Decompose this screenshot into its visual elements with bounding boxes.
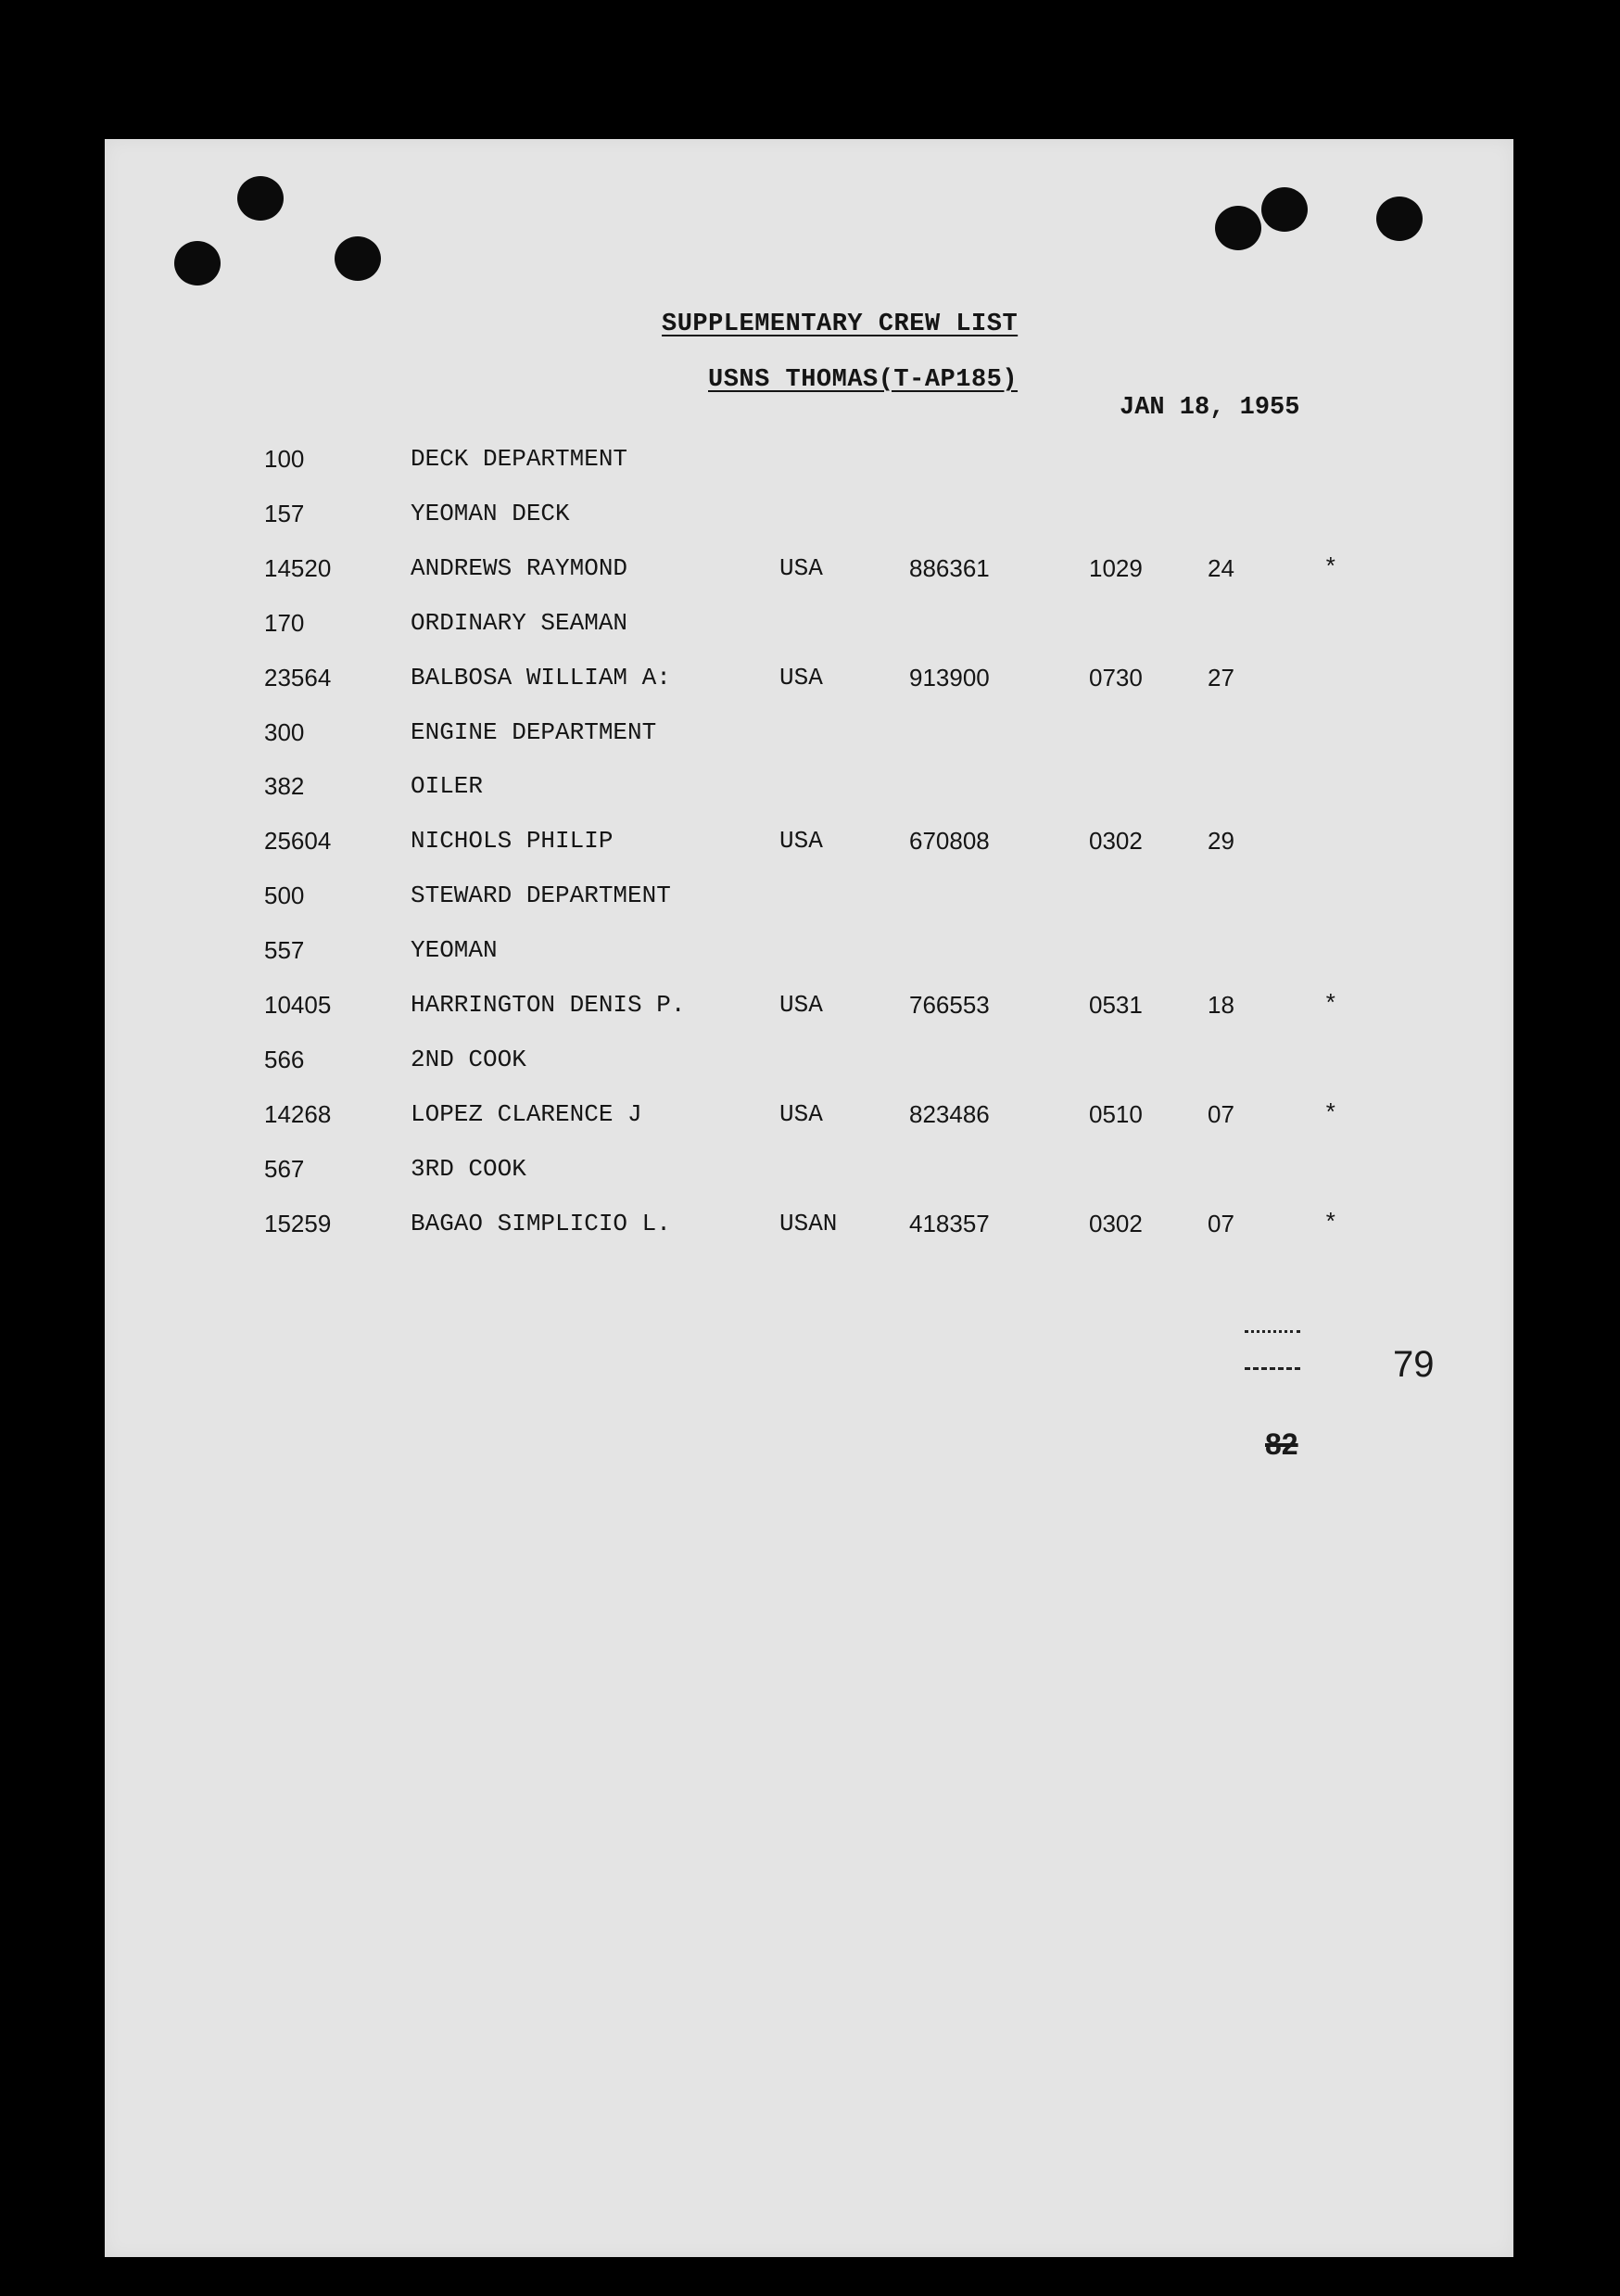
crew-code: 567	[264, 1154, 305, 1183]
crew-time: 0302	[1089, 1209, 1143, 1237]
crew-name: BAGAO SIMPLICIO L.	[411, 1209, 671, 1237]
crew-time: 0531	[1089, 991, 1143, 1019]
crew-nationality: USA	[779, 827, 823, 856]
crew-age: 07	[1208, 1099, 1234, 1128]
crew-age: 18	[1208, 991, 1234, 1019]
punch-hole	[1215, 206, 1261, 250]
crew-nationality: USAN	[779, 1209, 838, 1237]
crew-name: HARRINGTON DENIS P.	[411, 991, 686, 1019]
crew-code: 15259	[264, 1209, 332, 1237]
crew-number: 913900	[909, 663, 990, 691]
crew-number: 670808	[909, 827, 990, 856]
page-number: 79	[1393, 1344, 1435, 1385]
crew-age: 29	[1208, 827, 1234, 856]
crew-code: 566	[264, 1045, 305, 1073]
crew-nationality: USA	[779, 991, 823, 1019]
handwritten-scribble	[1245, 1330, 1300, 1373]
crew-name: BALBOSA WILLIAM A:	[411, 663, 671, 691]
crew-mark: *	[1323, 1099, 1338, 1128]
crew-code: 170	[264, 608, 305, 637]
crew-name: ORDINARY SEAMAN	[411, 608, 628, 637]
crew-time: 1029	[1089, 553, 1143, 582]
crew-code: 14520	[264, 553, 332, 582]
crew-time: 0302	[1089, 827, 1143, 856]
crew-mark: *	[1323, 553, 1338, 582]
crew-name: 3RD COOK	[411, 1154, 526, 1183]
crew-code: 14268	[264, 1099, 332, 1128]
crew-age: 07	[1208, 1209, 1234, 1237]
crew-time: 0730	[1089, 663, 1143, 691]
crew-time: 0510	[1089, 1099, 1143, 1128]
crew-number: 418357	[909, 1209, 990, 1237]
crew-code: 25604	[264, 827, 332, 856]
document-date: JAN 18, 1955	[1120, 394, 1300, 422]
crew-code: 100	[264, 445, 305, 473]
document-page	[105, 139, 1513, 2257]
crew-mark: *	[1323, 1209, 1338, 1237]
document-title: SUPPLEMENTARY CREW LIST	[662, 311, 1019, 338]
crew-name: YEOMAN	[411, 936, 498, 965]
punch-hole	[1261, 187, 1308, 232]
crew-name: OILER	[411, 772, 484, 801]
punch-hole	[237, 176, 284, 221]
crew-code: 10405	[264, 991, 332, 1019]
crew-nationality: USA	[779, 663, 823, 691]
crew-code: 157	[264, 499, 305, 527]
crew-code: 300	[264, 717, 305, 746]
punch-hole	[335, 236, 381, 281]
crew-name: NICHOLS PHILIP	[411, 827, 614, 856]
crew-number: 886361	[909, 553, 990, 582]
crew-age: 27	[1208, 663, 1234, 691]
crew-code: 23564	[264, 663, 332, 691]
ship-name: USNS THOMAS(T-AP185)	[708, 366, 1019, 394]
crew-name: 2ND COOK	[411, 1045, 526, 1073]
crew-code: 557	[264, 936, 305, 965]
crew-name: YEOMAN DECK	[411, 499, 570, 527]
crew-mark: *	[1323, 991, 1338, 1019]
struck-page-number: 82	[1265, 1427, 1298, 1461]
crew-number: 823486	[909, 1099, 990, 1128]
crew-code: 500	[264, 882, 305, 910]
crew-number: 766553	[909, 991, 990, 1019]
crew-name: ENGINE DEPARTMENT	[411, 717, 657, 746]
crew-name: ANDREWS RAYMOND	[411, 553, 628, 582]
punch-hole	[1376, 197, 1423, 241]
crew-nationality: USA	[779, 553, 823, 582]
crew-nationality: USA	[779, 1099, 823, 1128]
crew-age: 24	[1208, 553, 1234, 582]
punch-hole	[174, 241, 221, 285]
crew-code: 382	[264, 772, 305, 801]
crew-name: DECK DEPARTMENT	[411, 445, 628, 473]
crew-name: LOPEZ CLARENCE J	[411, 1099, 642, 1128]
crew-name: STEWARD DEPARTMENT	[411, 882, 671, 910]
